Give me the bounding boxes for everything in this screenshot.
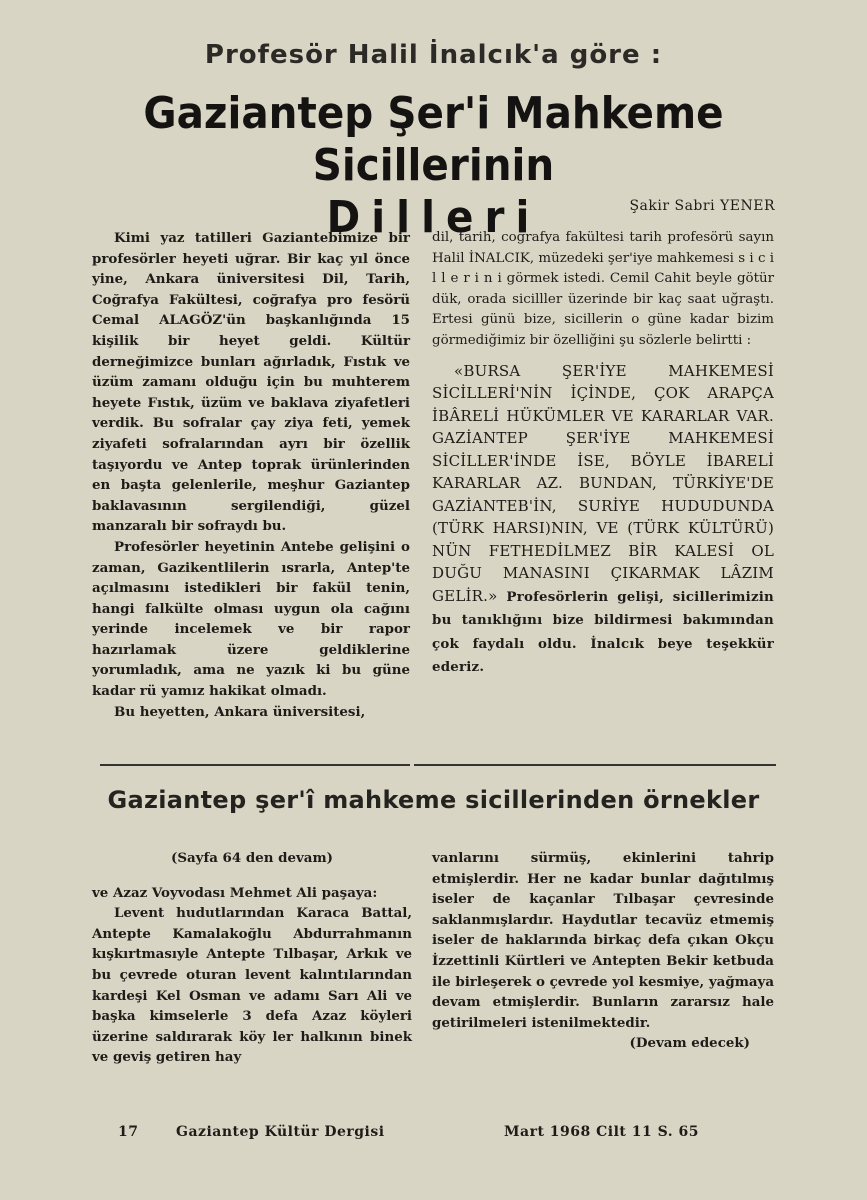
journal-name: Gaziantep Kültür Dergisi [176, 1124, 385, 1140]
article-right-column [432, 228, 774, 679]
article-paragraph: Kimi yaz tatilleri Gaziantebimize bir profesörler heyeti uğrar. Bir kaç yıl önce yine, Ankara üniversitesi Dil, Tarih, Coğrafya Fakültesi, coğrafya pro fesörü Cemal ALAGÖZ'ün başkanlığında 15 kişilik bir heyet geldi. Kültür derneğimizce bunları ağırladık, Fıstık ve üzüm zamanı olduğu için bu muhterem heyete Fıstık, üzüm ve baklava ziyafetleri verdik. Bu sofralar çay ziya feti, yemek ziyafeti sofralarından ayrı bir özellik taşıyordu ve Antep toprak ürünlerinden en başta gelenlerile, meşhur Gaziantep baklavasının sergilendiği, güzel manzaralı bir sofraydı bu. [92, 230, 410, 535]
section-title: Gaziantep şer'î mahkeme sicillerinden örnekler [107, 786, 760, 814]
kicker-title: Profesör Halil İnalcık'a göre : [204, 40, 663, 70]
article-closing: Profesörlerin gelişi, sicillerimizin bu tanıklığını bize bildirmesi bakımından çok faydalı oldu. İnalcık beye teşekkür ederiz. [432, 588, 774, 676]
quote-text: «BURSA ŞER'İYE MAHKEMESİ SİCİLLERİ'NİN İÇİNDE, ÇOK ARAPÇA İBÂRELİ HÜKÜMLER VE KARARLAR VAR. GAZİANTEP ŞER'İYE MAHKEMESİ SİCİLLER'İNDE İSE, BÖYLE İBARELİ KARARLAR AZ. BUNDAN, TÜRKİYE'DE GAZİANTEB'İN, SURİYE HUDUDUNDA (TÜRK HARSI)NIN, VE (TÜRK KÜLTÜRÜ) NÜN FETHEDİLMEZ BİR KALESİ OL DUĞU MANASINI ÇIKARMAK LÂZIM GELİR.» [432, 361, 774, 605]
author-byline: Şakir Sabri YENER [629, 198, 775, 214]
to-be-continued: (Devam edecek) [629, 1035, 750, 1052]
issue-info: Mart 1968 Cilt 11 S. 65 [504, 1124, 699, 1140]
article-paragraph: Bu heyetten, Ankara üniversitesi, [114, 703, 366, 720]
section-left-column [92, 848, 412, 1068]
section-right-column [432, 848, 774, 1054]
continued-note: (Sayfa 64 den devam) [171, 850, 333, 866]
headline-line-2: Dilleri [326, 192, 541, 243]
article-paragraph: dil, tarih, coğrafya fakültesi tarih profesörü sayın Halil İNALCIK, müzedeki şer'iye mahkemesi s i c i l l e r i n i görmek istedi. Cemil Cahit beyle götür dük, orada sicilller üzerinde bir kaç saat uğraştı. Ertesi günü bize, sicillerin o güne kadar bizim görmediğimiz bir özelliğini şu sözlerle belirtti : [432, 230, 774, 348]
page-number: 17 [118, 1124, 139, 1140]
professor-quote [432, 360, 774, 679]
section-paragraph: vanlarını sürmüş, ekinlerini tahrip etmişlerdir. Her ne kadar bunlar dağıtılmış iseler de kaçanlar Tılbaşar çevresinde saklanmışlardır. Haydutlar tecavüz etmemiş iseler de haklarında birkaç defa çıkan Okçu İzzettinli Kürtleri ve Antepten Bekir ketbuda ile birleşerek o çevrede yol kesmiye, yağmaya devam etmişlerdir. Bunların zararsız hale getirilmeleri istenilmektedir. [432, 850, 775, 1031]
headline-line-1: Gaziantep Şer'i Mahkeme Sicillerinin [143, 88, 724, 191]
article-paragraph: Profesörler heyetinin Antebe gelişini o zaman, Gazikentlilerin ısrarla, Antep'te açılmasını istedikleri bir fakül tenin, hangi falkülte olması uygun ola cağını yerinde incelemek ve bir rapor hazırlamak üzere geldiklerine yorumladık, ama ne yazık ki bu güne kadar rü yamız hakikat olmadı. [92, 538, 410, 700]
section-paragraph: Levent hudutlarından Karaca Battal, Antepte Kamalakoğlu Abdurrahmanın kışkırtmasıyle Antepte Tılbaşar, Arkık ve bu çevrede oturan levent kalıntılarından kardeşi Kel Osman ve adamı Sarı Ali ve başka kimselerle 3 defa Azaz köyleri üzerine saldırarak köy ler halkının binek ve geviş getiren hay [92, 905, 412, 1066]
divider-left [100, 764, 410, 766]
article-left-column [92, 228, 410, 722]
letter-addressee: ve Azaz Voyvodası Mehmet Ali paşaya: [92, 884, 378, 901]
headline [35, 88, 833, 244]
divider-right [414, 764, 776, 766]
